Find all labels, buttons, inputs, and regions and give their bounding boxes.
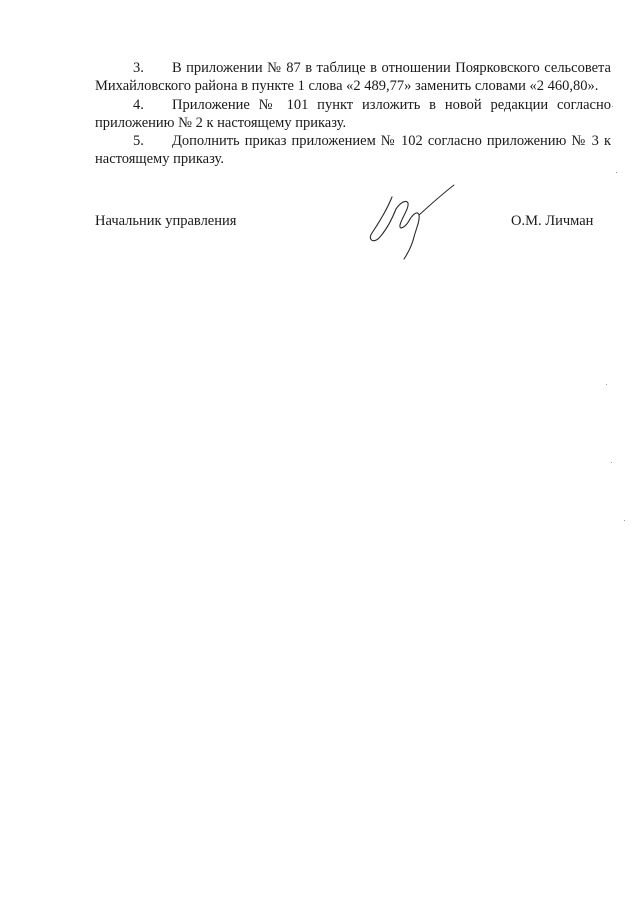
signatory-title: Начальник управления: [95, 213, 237, 229]
scan-speck: [606, 384, 607, 385]
signatory-name: О.М. Личман: [511, 213, 594, 229]
order-item: [95, 132, 611, 169]
scan-speck: [612, 106, 613, 107]
order-item: [95, 59, 611, 96]
scan-speck: [624, 520, 625, 521]
item-number: 3.: [133, 60, 144, 76]
item-text: Дополнить приказ приложением № 102 согласно приложению № 3 к настоящему приказу.: [95, 133, 611, 168]
item-number: 5.: [133, 133, 144, 150]
item-text: В приложении № 87 в таблице в отношении Поярковского сельсовета Михайловского района в пункте 1 слова «2 489,77» заменить словами «2 460,80».: [95, 60, 611, 95]
order-items: [95, 59, 611, 169]
item-number: 4.: [133, 96, 144, 113]
scan-speck: [616, 172, 617, 173]
scan-speck: [611, 462, 612, 463]
order-item: [95, 96, 611, 133]
item-text: Приложение № 101 пункт изложить в новой редакции согласно приложению № 2 к настоящему приказу.: [95, 96, 611, 131]
handwritten-signature: [362, 183, 462, 261]
